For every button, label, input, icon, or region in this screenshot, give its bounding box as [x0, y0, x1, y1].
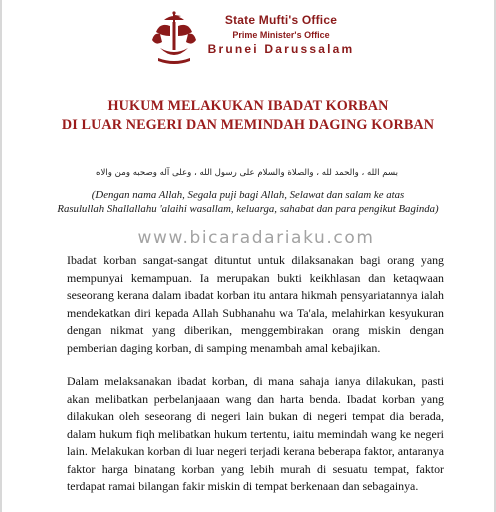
- body-paragraph-2: Dalam melaksanakan ibadat korban, di mana sahaja ianya dilakukan, pasti akan melibatkan perbelanjaaan wang dan harta benda. Ibadat korban yang dilakukan oleh seseorang di negeri lain bukan di negeri tempat dia berada, dalam hukum fiqh melibatkan hukum tertentu, iaitu memindah wang ke negeri lain. Melakukan korban di luar negeri terjadi kerana beberapa faktor, antaranya faktor harga binatang korban yang lebih murah di sesuatu tempat, faktor terdapat ramai bilangan fakir miskin di tempat berkenaan dan sebagainya.: [67, 374, 444, 493]
- translation-line-2: Rasulullah Shallallahu 'alaihi wasallam, keluarga, sahabat dan para pengikut Baginda): [57, 203, 439, 215]
- country-name: Brunei Darussalam: [207, 42, 355, 56]
- arabic-opening: بسم الله ، والحمد لله ، والصلاة والسلام على رسول الله ، وعلى آله وصحبه ومن والاه: [96, 168, 398, 178]
- site-watermark: www.bicaradariaku.com: [137, 228, 375, 248]
- office-name: State Mufti's Office: [224, 13, 338, 27]
- office-subtitle: Prime Minister's Office: [232, 30, 330, 40]
- page-border-left: [0, 0, 2, 512]
- title-line-1: HUKUM MELAKUKAN IBADAT KORBAN: [107, 98, 389, 114]
- office-header: [206, 13, 356, 57]
- translation-line-1: (Dengan nama Allah, Segala puji bagi Allah, Selawat dan salam ke atas: [91, 189, 405, 201]
- body-paragraph-1: Ibadat korban sangat-sangat dituntut untuk dilaksanakan bagi orang yang mempunyai kemampuan. Ia merupakan bukti keikhlasan dan ketaqwaan seseorang kerana dalam ibadat korban itu antara hikmah pensyariatannya ialah mendekatkan diri kepada Allah Subhanahu wa Ta'ala, melahirkan kesyukuran dengan nikmat yang diberikan, menggembirakan orang miskin dengan pemberian daging korban, di samping menambah amal kebajikan.: [67, 253, 444, 355]
- opening-translation: [20, 188, 476, 216]
- document-title: [20, 97, 476, 135]
- title-line-2: DI LUAR NEGERI DAN MEMINDAH DAGING KORBAN: [61, 117, 435, 133]
- brunei-crest-icon: [150, 10, 198, 66]
